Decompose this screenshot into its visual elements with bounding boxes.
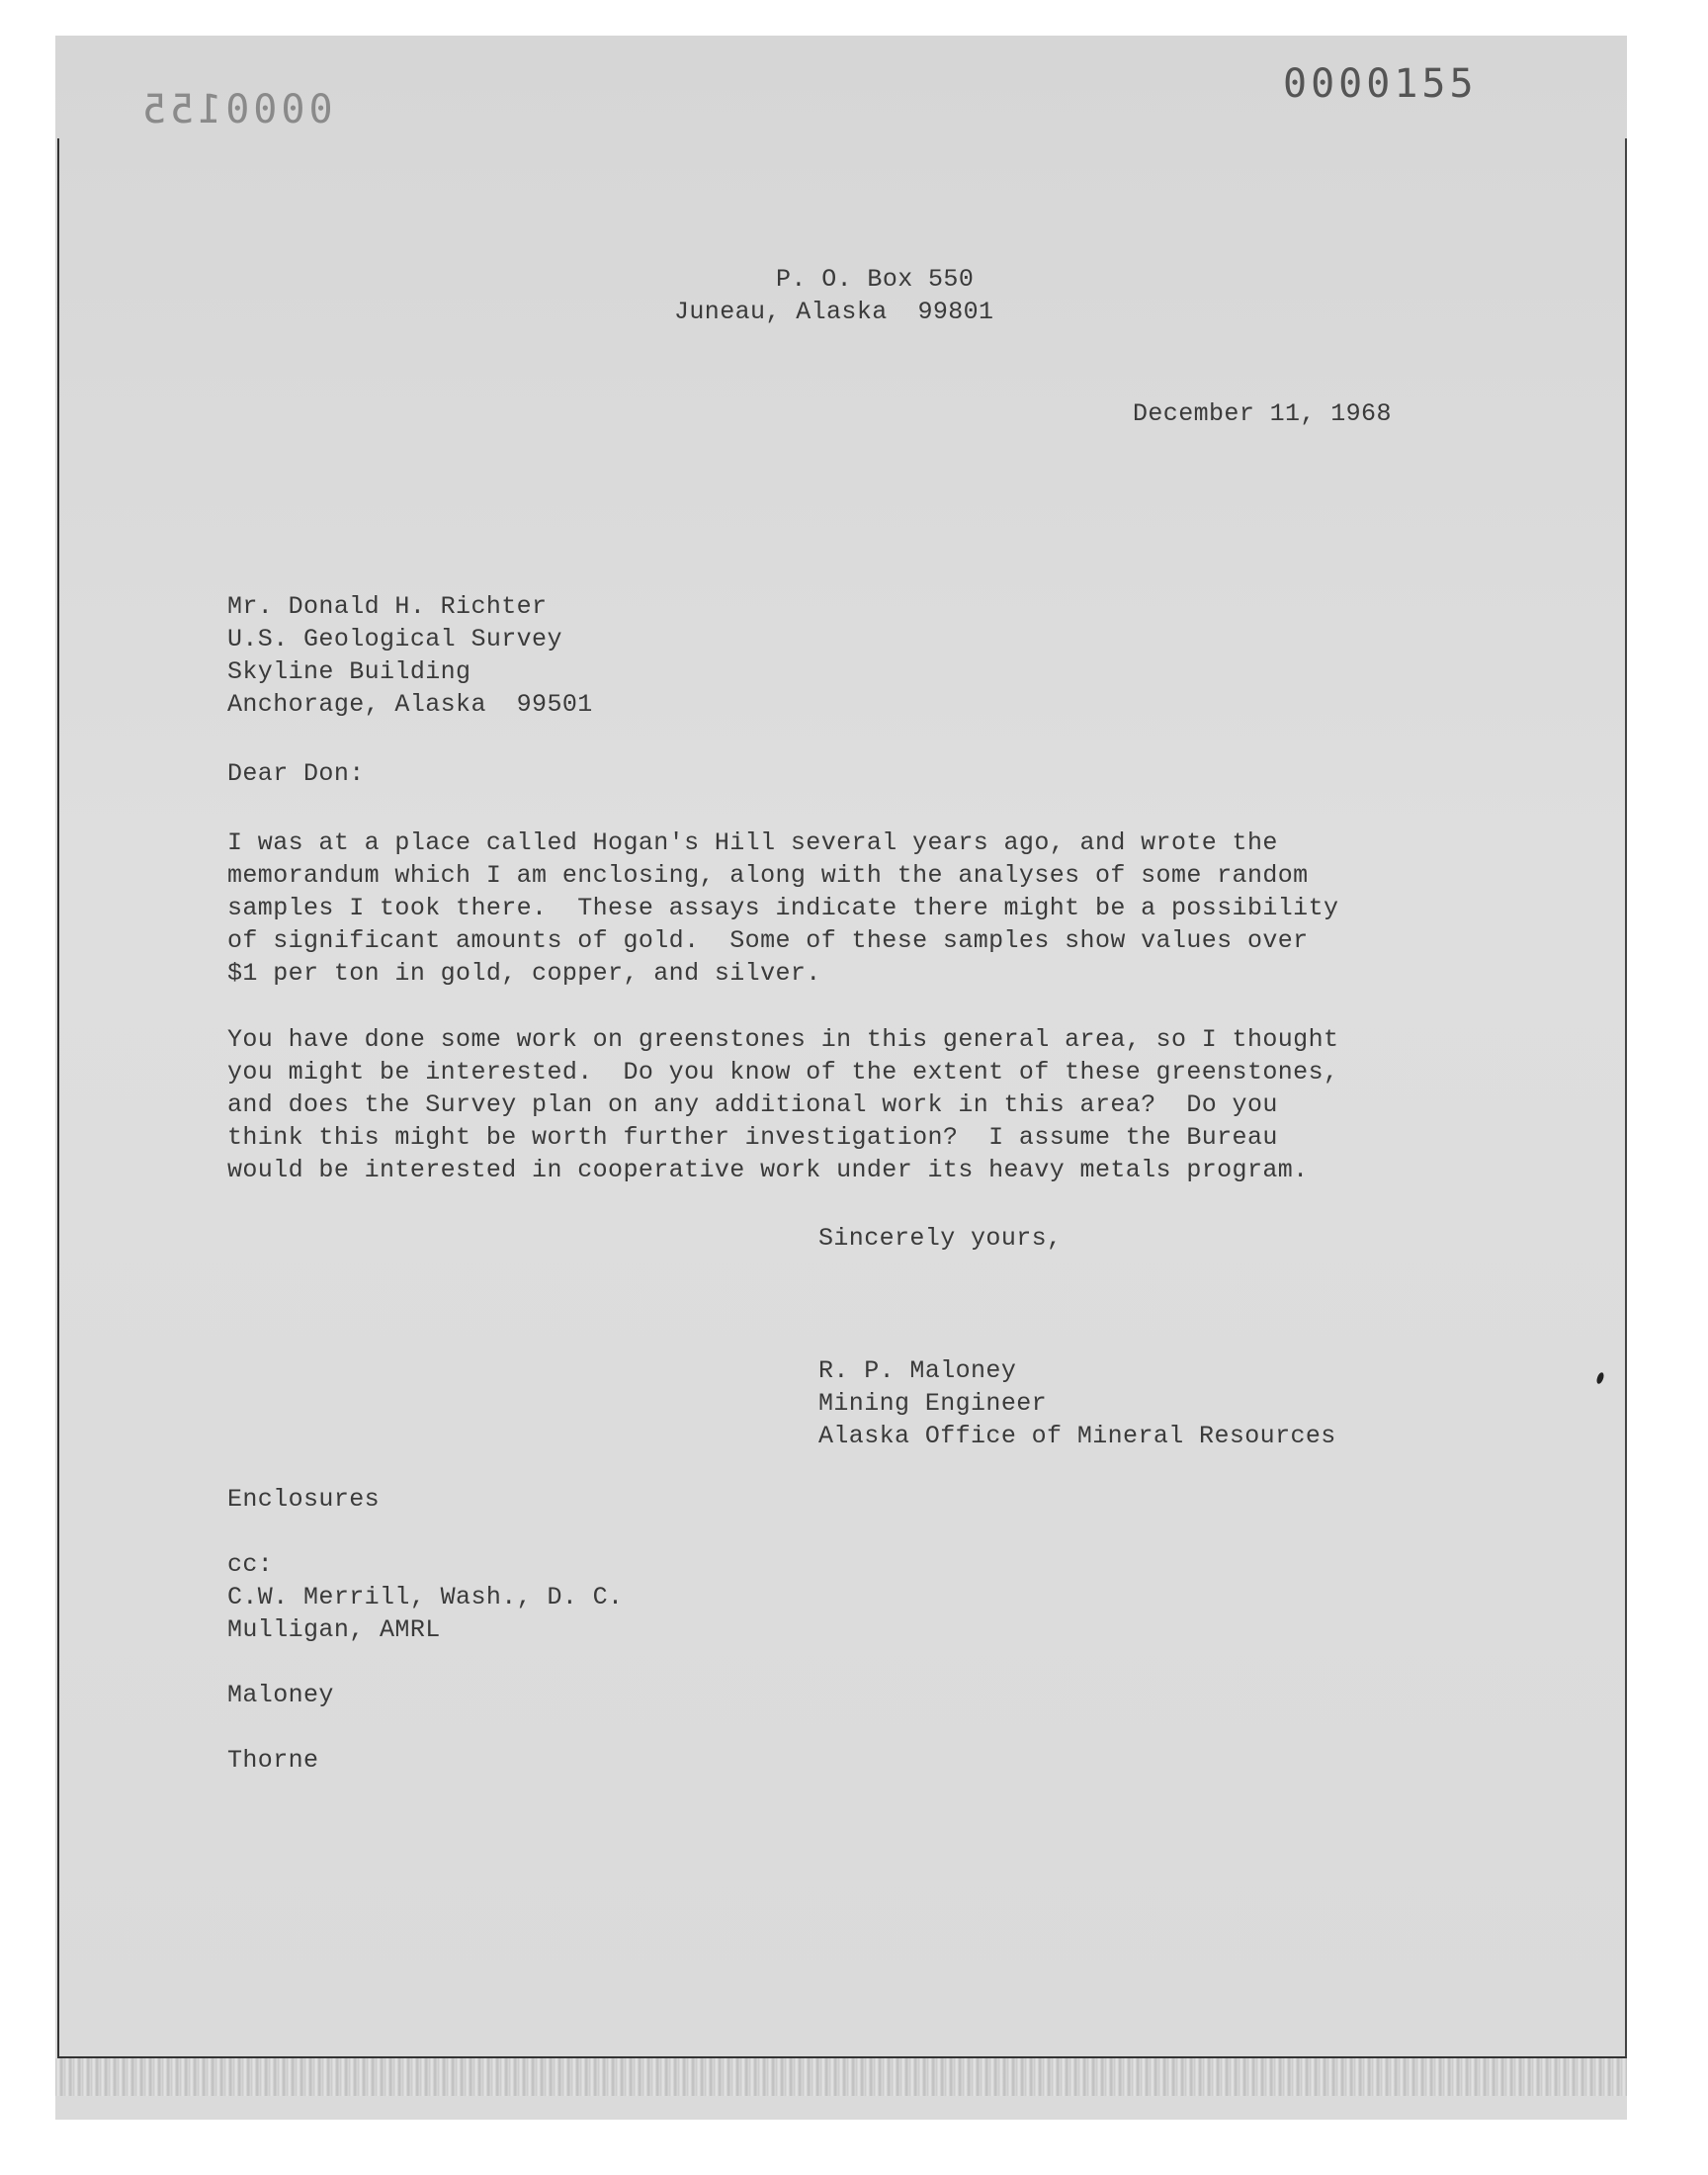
body-line: I was at a place called Hogan's Hill several years ago, and wrote the [227,828,1278,857]
body-line: and does the Survey plan on any additional work in this area? Do you [227,1090,1278,1119]
bleed-through-stamp: 0000155 [138,87,333,132]
letterhead-city: Juneau, Alaska 99801 [674,298,994,326]
cc-recipient: Mulligan, AMRL [227,1615,441,1644]
cc-recipient: C.W. Merrill, Wash., D. C. [227,1583,624,1611]
letter-date: December 11, 1968 [1133,399,1392,428]
body-line: would be interested in cooperative work under its heavy metals program. [227,1156,1309,1184]
document-number-stamp: 0000155 [1283,61,1478,107]
recipient-line: U.S. Geological Survey [227,625,562,653]
body-line: memorandum which I am enclosing, along with the analyses of some random [227,861,1309,890]
body-line: think this might be worth further investigation? I assume the Bureau [227,1123,1278,1152]
distribution-name: Thorne [227,1746,319,1775]
recipient-line: Mr. Donald H. Richter [227,592,548,621]
closing: Sincerely yours, [818,1224,1063,1253]
recipient-line: Anchorage, Alaska 99501 [227,690,593,719]
body-line: of significant amounts of gold. Some of these samples show values over [227,926,1309,955]
letterhead-po-box: P. O. Box 550 [776,265,975,294]
signer-name: R. P. Maloney [818,1356,1017,1385]
enclosures-label: Enclosures [227,1485,381,1514]
distribution-name: Maloney [227,1681,334,1709]
recipient-line: Skyline Building [227,657,471,686]
body-line: You have done some work on greenstones in this general area, so I thought [227,1025,1339,1054]
signer-title: Mining Engineer [818,1389,1048,1418]
body-line: you might be interested. Do you know of the extent of these greenstones, [227,1058,1339,1087]
cc-label: cc: [227,1550,274,1579]
scan-edge-strip [55,2058,1627,2096]
body-line: $1 per ton in gold, copper, and silver. [227,959,821,988]
signer-office: Alaska Office of Mineral Resources [818,1422,1336,1450]
body-line: samples I took there. These assays indicate there might be a possibility [227,894,1339,922]
salutation: Dear Don: [227,759,365,788]
